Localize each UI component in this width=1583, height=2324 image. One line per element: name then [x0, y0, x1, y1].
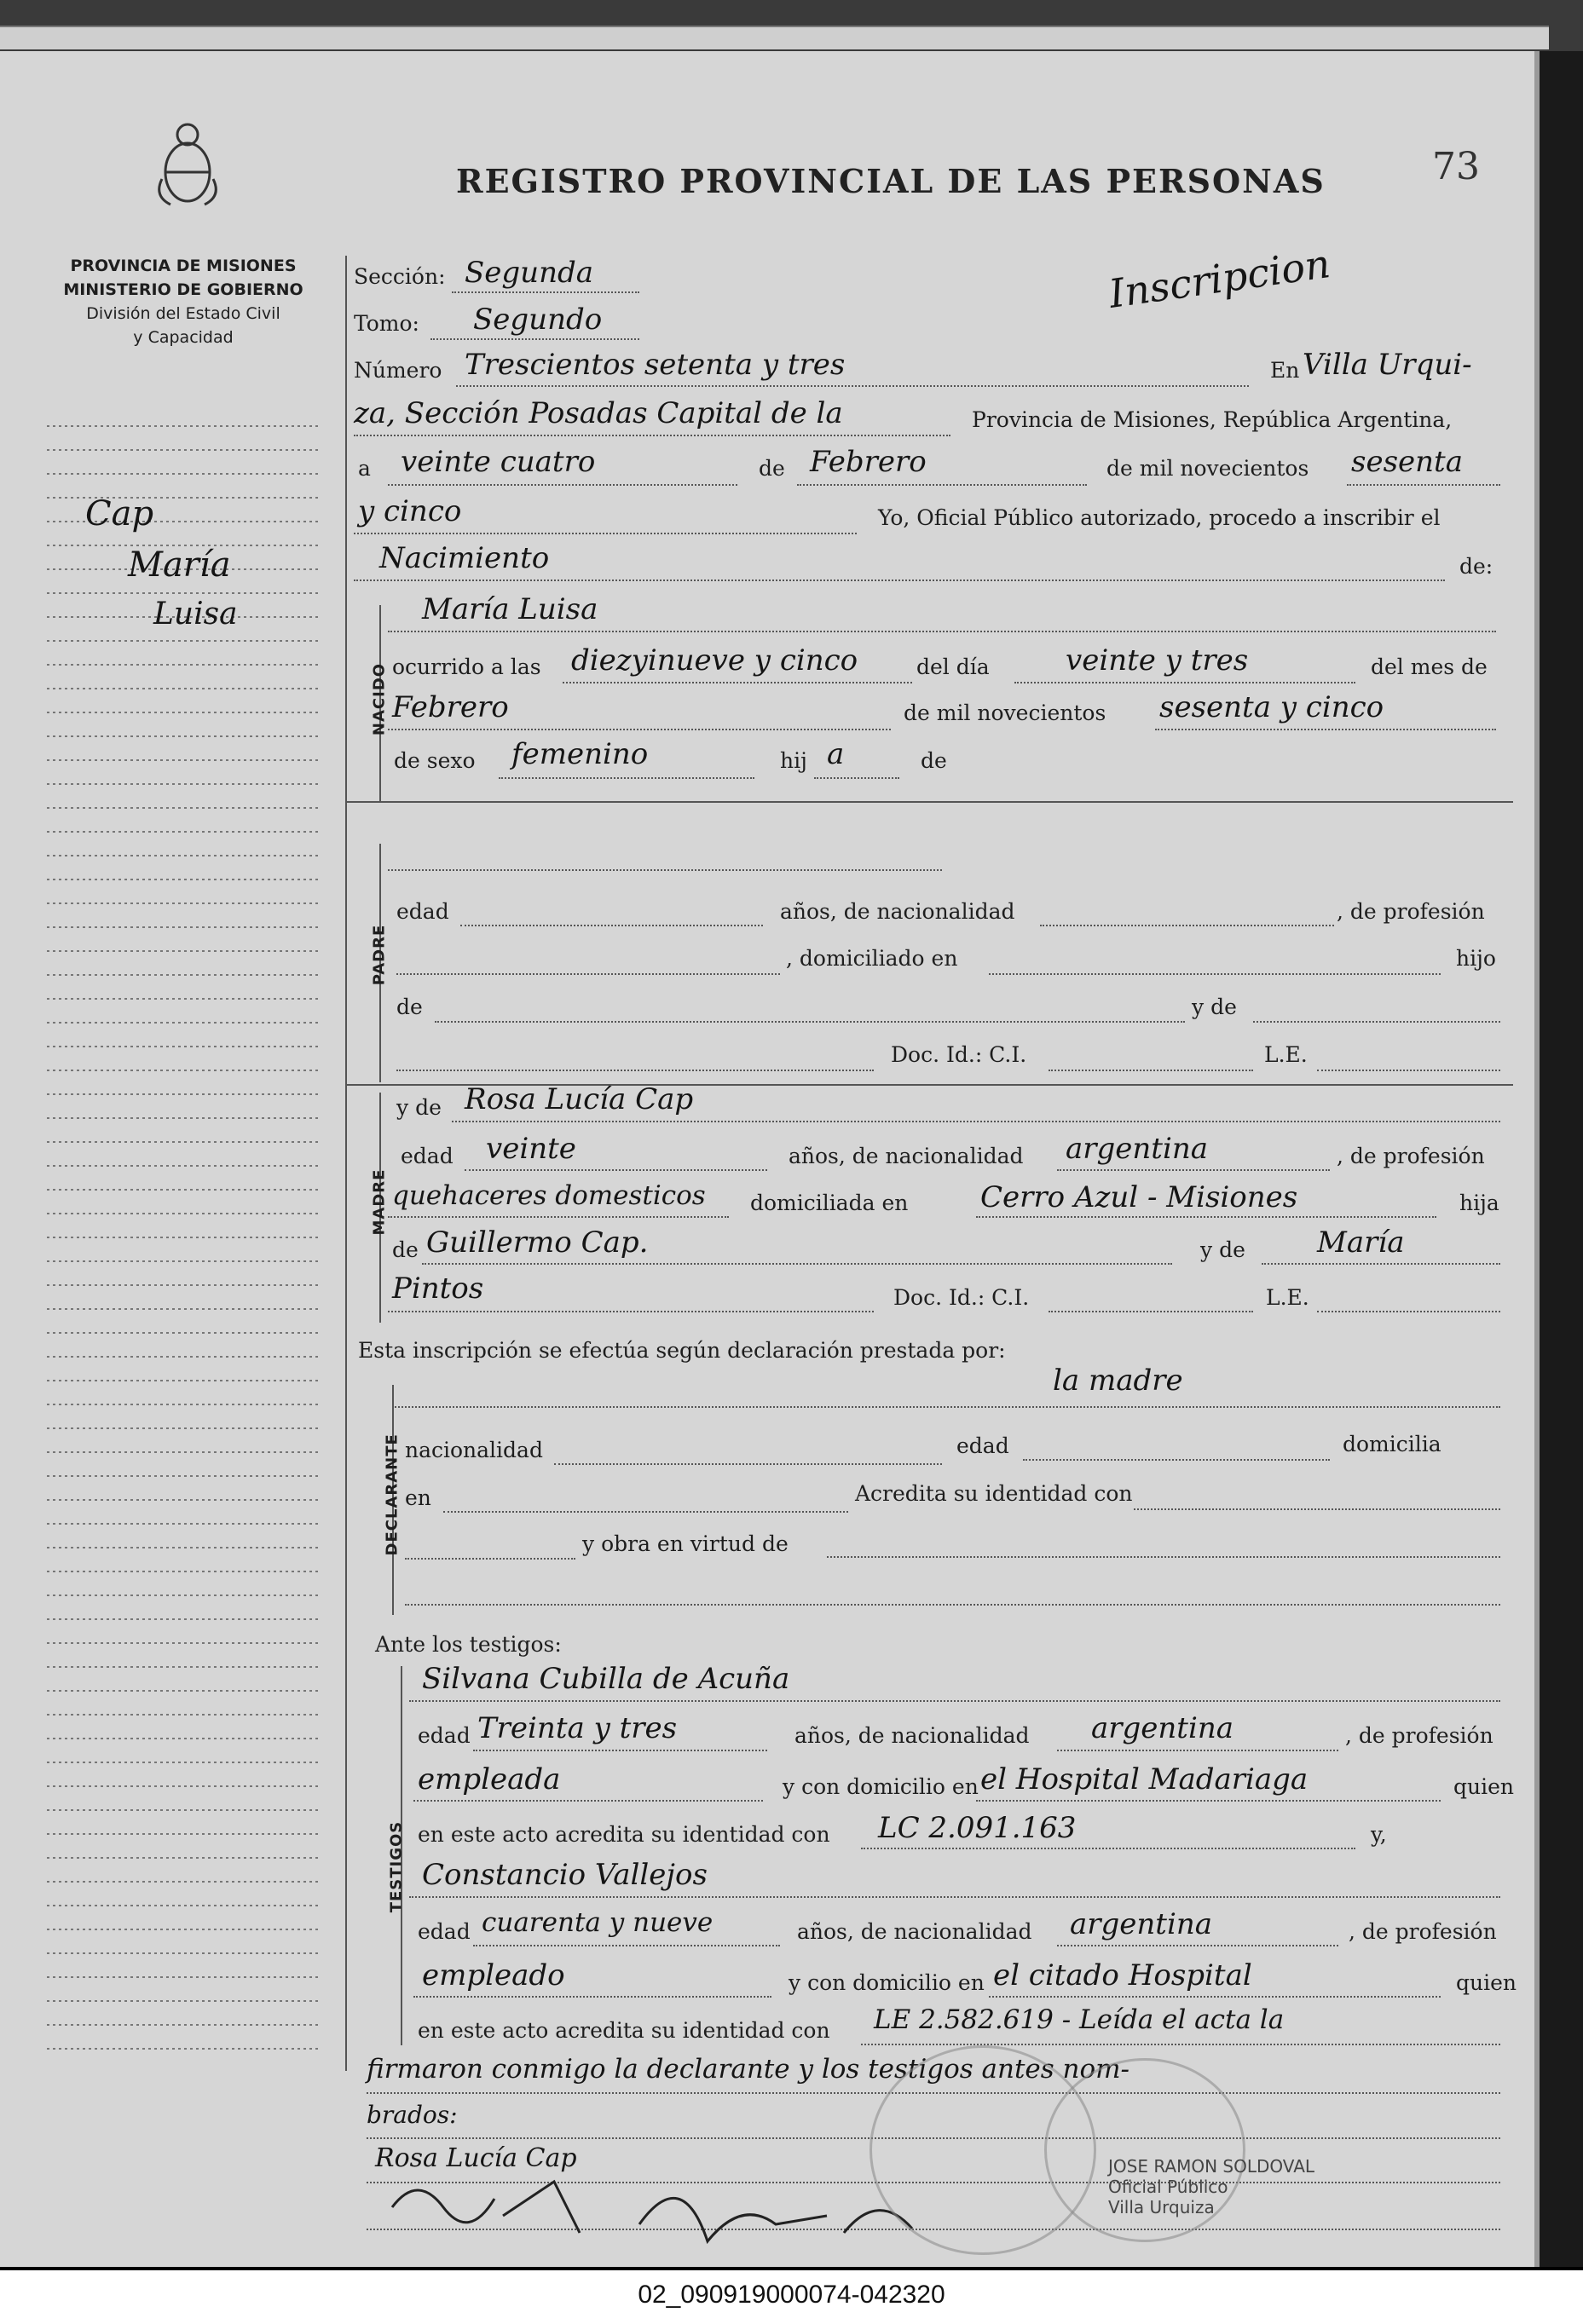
top-book-edge: [0, 0, 1583, 51]
nacido-mes: Febrero: [392, 690, 509, 724]
closing-line-2: brados:: [367, 2101, 458, 2129]
hij-value: a: [827, 737, 845, 771]
de-colon: de:: [1459, 554, 1493, 579]
org-ministry: MINISTERIO DE GOBIERNO: [63, 280, 303, 299]
seccion-value: Segunda: [465, 256, 594, 290]
padre-de-label: de: [396, 995, 423, 1019]
padre-le-label: L.E.: [1264, 1042, 1308, 1067]
numero-label: Número: [354, 358, 442, 383]
del-dia-label: del día: [916, 655, 990, 679]
declaracion-text: Esta inscripción se efectúa según declaración prestada por:: [358, 1338, 1006, 1363]
madre-le-label: L.E.: [1266, 1285, 1309, 1310]
nacido-anio: sesenta y cinco: [1159, 690, 1384, 724]
mes-value: Febrero: [810, 445, 927, 479]
madre-profesion: quehaceres domesticos: [392, 1180, 706, 1211]
acto-value: Nacimiento: [379, 541, 550, 575]
t2-nacionalidad: argentina: [1070, 1907, 1213, 1941]
provincia-text: Provincia de Misiones, República Argentina,: [972, 407, 1453, 432]
madre-y-de-label: y de: [396, 1095, 442, 1120]
t2-acredita-label: en este acto acredita su identidad con: [418, 2018, 830, 2043]
madre-nacionalidad: argentina: [1066, 1132, 1209, 1166]
declarante-acredita-label: Acredita su identidad con: [855, 1481, 1133, 1506]
signature-madre: Rosa Lucía Cap: [375, 2143, 577, 2173]
madre-madre: María: [1317, 1225, 1405, 1260]
declaracion-value: la madre: [1053, 1364, 1183, 1398]
declarante-edad-label: edad: [956, 1433, 1009, 1458]
padre-y-de-label: y de: [1192, 995, 1237, 1019]
t2-profesion: empleado: [422, 1958, 565, 1992]
madre-profesion-label: , de profesión: [1337, 1144, 1485, 1168]
t2-quien-label: quien: [1456, 1970, 1517, 1995]
en-label: En: [1270, 358, 1300, 383]
madre-edad-label: edad: [401, 1144, 454, 1168]
madre-de-label: de: [392, 1237, 419, 1262]
stamp-name: JOSE RAMON SOLDOVAL: [1108, 2156, 1315, 2177]
org-division: División del Estado Civil: [86, 304, 280, 323]
oficial-text: Yo, Oficial Público autorizado, procedo a inscribir el: [878, 505, 1441, 530]
madre-padre: Guillermo Cap.: [426, 1225, 649, 1260]
t1-profesion: empleada: [418, 1762, 561, 1796]
t1-anos-label: años, de nacionalidad: [794, 1723, 1030, 1748]
madre-hija-label: hija: [1459, 1191, 1499, 1215]
margin-note-name-2: Luisa: [153, 597, 238, 631]
official-stamp-text: [1108, 2156, 1314, 2217]
madre-anos-label: años, de nacionalidad: [789, 1144, 1024, 1168]
sexo-value: femenino: [511, 737, 649, 771]
madre-y-de2-label: y de: [1200, 1237, 1245, 1262]
margin-note-surname: Cap: [85, 494, 154, 533]
sexo-label: de sexo: [394, 748, 476, 773]
tomo-value: Segundo: [473, 303, 603, 337]
madre-doc-label: Doc. Id.: C.I.: [893, 1285, 1030, 1310]
section-declarante: DECLARANTE: [383, 1433, 402, 1556]
anio-value-2: y cinco: [358, 494, 462, 528]
annotation-inscripcion: Inscripcion: [1106, 240, 1333, 317]
seccion-label: Sección:: [354, 264, 446, 289]
footer-bar: [0, 2267, 1583, 2324]
section-nacido: NACIDO: [370, 662, 389, 736]
padre-domiciliado-label: , domiciliado en: [786, 946, 958, 971]
section-padre: PADRE: [370, 924, 389, 986]
margin-note-name: María: [128, 545, 231, 585]
tomo-label: Tomo:: [354, 311, 419, 336]
place-value: za, Sección Posadas Capital de la: [354, 396, 843, 430]
coat-of-arms-icon: [153, 119, 222, 213]
padre-doc-label: Doc. Id.: C.I.: [891, 1042, 1027, 1067]
nacido-dia: veinte y tres: [1066, 643, 1249, 678]
a-label: a: [358, 456, 371, 481]
dia-value: veinte cuatro: [401, 445, 596, 479]
anio-value: sesenta: [1351, 445, 1463, 479]
t1-profesion-label: , de profesión: [1345, 1723, 1493, 1748]
closing-line-1: firmaron conmigo la declarante y los testigos antes nom-: [367, 2054, 1130, 2085]
de-label: de: [759, 456, 785, 481]
t2-domicilio-label: y con domicilio en: [789, 1970, 985, 1995]
en-value: Villa Urqui-: [1303, 348, 1472, 382]
t2-profesion-label: , de profesión: [1349, 1919, 1497, 1944]
t2-edad-label: edad: [418, 1919, 471, 1944]
section-madre: MADRE: [370, 1168, 389, 1236]
t2-doc: LE 2.582.619 - Leída el acta la: [874, 2004, 1285, 2035]
org-header: [43, 254, 324, 349]
stamp-place: Villa Urquiza: [1108, 2197, 1215, 2217]
t1-y-label: y,: [1371, 1822, 1387, 1847]
t1-acredita-label: en este acto acredita su identidad con: [418, 1822, 830, 1847]
t1-nombre: Silvana Cubilla de Acuña: [422, 1662, 790, 1696]
padre-hijo-label: hijo: [1456, 946, 1496, 971]
footer-code: 02_090919000074-042320: [638, 2281, 945, 2309]
hij-label: hij: [780, 748, 807, 773]
madre-nombre: Rosa Lucía Cap: [465, 1082, 694, 1116]
org-division-2: y Capacidad: [133, 328, 234, 347]
declarante-obra-label: y obra en virtud de: [582, 1531, 789, 1556]
ocurrido-label: ocurrido a las: [392, 655, 541, 679]
t2-domicilio: el citado Hospital: [993, 1958, 1252, 1992]
madre-madre-2: Pintos: [392, 1272, 484, 1306]
column-border: [345, 256, 347, 2071]
hora-value: diezyinueve y cinco: [571, 643, 858, 678]
t1-nacionalidad: argentina: [1091, 1711, 1234, 1745]
t1-domicilio-label: y con domicilio en: [783, 1774, 979, 1799]
madre-edad: veinte: [486, 1132, 576, 1166]
mil-text: de mil novecientos: [1106, 456, 1309, 481]
t1-edad-label: edad: [418, 1723, 471, 1748]
page-number: 73: [1432, 145, 1480, 188]
testigos-intro: Ante los testigos:: [375, 1632, 562, 1657]
stamp-title: Oficial Público: [1108, 2177, 1228, 2197]
registry-page: [0, 51, 1540, 2267]
declarante-nacionalidad-label: nacionalidad: [405, 1438, 543, 1462]
declarante-en-label: en: [405, 1485, 431, 1510]
declarante-domicilia-label: domicilia: [1343, 1432, 1441, 1456]
padre-edad-label: edad: [396, 899, 449, 924]
org-province: PROVINCIA DE MISIONES: [70, 257, 297, 275]
t1-edad: Treinta y tres: [477, 1711, 678, 1745]
numero-value: Trescientos setenta y tres: [465, 348, 846, 382]
del-mes-label: del mes de: [1371, 655, 1488, 679]
t1-domicilio: el Hospital Madariaga: [980, 1762, 1309, 1796]
madre-domiciliada-label: domiciliada en: [750, 1191, 909, 1215]
padre-profesion-label: , de profesión: [1337, 899, 1485, 924]
t2-edad: cuarenta y nueve: [482, 1907, 714, 1938]
t1-quien-label: quien: [1453, 1774, 1514, 1799]
page-title: REGISTRO PROVINCIAL DE LAS PERSONAS: [456, 162, 1326, 200]
section-testigos: TESTIGOS: [387, 1820, 406, 1913]
nacido-mil-label: de mil novecientos: [904, 701, 1106, 725]
t1-doc: LC 2.091.163: [878, 1811, 1077, 1845]
margin-lines: [47, 418, 328, 2079]
madre-domicilio: Cerro Azul - Misiones: [980, 1180, 1298, 1214]
nacido-de-label: de: [921, 748, 947, 773]
padre-anos-label: años, de nacionalidad: [780, 899, 1015, 924]
nacido-nombre: María Luisa: [422, 592, 598, 626]
t2-anos-label: años, de nacionalidad: [797, 1919, 1032, 1944]
t2-nombre: Constancio Vallejos: [422, 1858, 708, 1892]
